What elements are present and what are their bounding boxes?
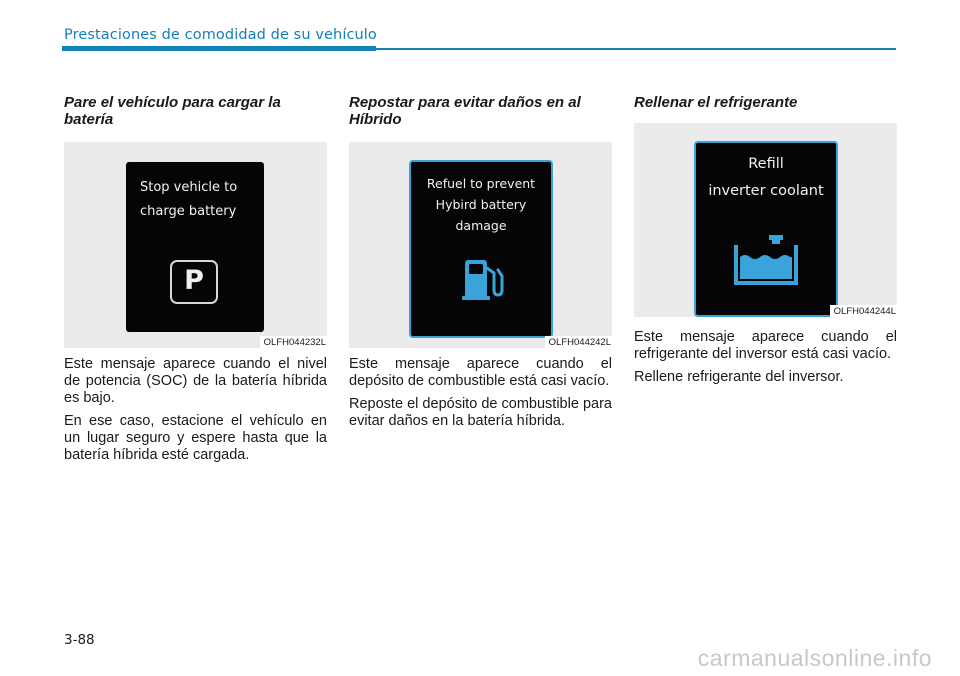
cluster-display xyxy=(126,162,264,332)
display-line: Refuel to prevent xyxy=(426,176,536,191)
cluster-display xyxy=(694,141,838,317)
cluster-display xyxy=(409,160,553,338)
display-line: inverter coolant xyxy=(708,183,824,199)
cluster-figure xyxy=(634,123,897,317)
cluster-figure xyxy=(64,142,327,348)
display-line: damage xyxy=(455,218,507,233)
header-accent-bar xyxy=(62,46,376,51)
page-number: 3-88 xyxy=(64,632,95,648)
figure-code: OLFH044244L xyxy=(830,305,897,317)
watermark: carmanualsonline.info xyxy=(697,645,932,671)
figure-code: OLFH044242L xyxy=(545,336,612,348)
section-heading: Rellenar el refrigerante xyxy=(634,94,798,111)
display-message xyxy=(140,176,237,224)
cluster-figure xyxy=(349,142,612,348)
display-line: Hybird battery xyxy=(435,197,527,212)
body-paragraph: Reposte el depósito de combustible para evitar daños en la batería híbrida. xyxy=(349,396,612,429)
section-heading: Pare el vehículo para cargar la batería xyxy=(64,94,281,128)
section-refuel xyxy=(349,94,612,430)
display-line: Stop vehicle to xyxy=(140,180,238,195)
body-paragraph: Este mensaje aparece cuando el refrigerante del inversor está casi vacío. xyxy=(634,329,897,362)
header-rule xyxy=(376,48,896,50)
section-heading: Repostar para evitar daños en al Híbrido xyxy=(349,94,581,128)
display-message xyxy=(411,173,551,236)
fuel-pump-icon xyxy=(461,254,509,302)
section-stop-vehicle xyxy=(64,94,327,464)
park-p-icon: P xyxy=(170,260,218,304)
section-header-title: Prestaciones de comodidad de su vehículo xyxy=(64,27,377,43)
display-line: charge battery xyxy=(140,204,237,219)
display-message xyxy=(696,151,836,205)
body-paragraph: Este mensaje aparece cuando el depósito de combustible está casi vacío. xyxy=(349,356,612,389)
section-refill-coolant xyxy=(634,94,897,386)
body-paragraph: Este mensaje aparece cuando el nivel de potencia (SOC) de la batería híbrida es bajo. xyxy=(64,356,327,406)
display-line: Refill xyxy=(748,156,784,172)
body-paragraph: En ese caso, estacione el vehículo en un lugar seguro y espere hasta que la batería híbrida esté cargada. xyxy=(64,413,327,463)
body-paragraph: Rellene refrigerante del inversor. xyxy=(634,369,844,385)
coolant-reservoir-icon xyxy=(730,233,802,289)
figure-code: OLFH044232L xyxy=(260,336,327,348)
